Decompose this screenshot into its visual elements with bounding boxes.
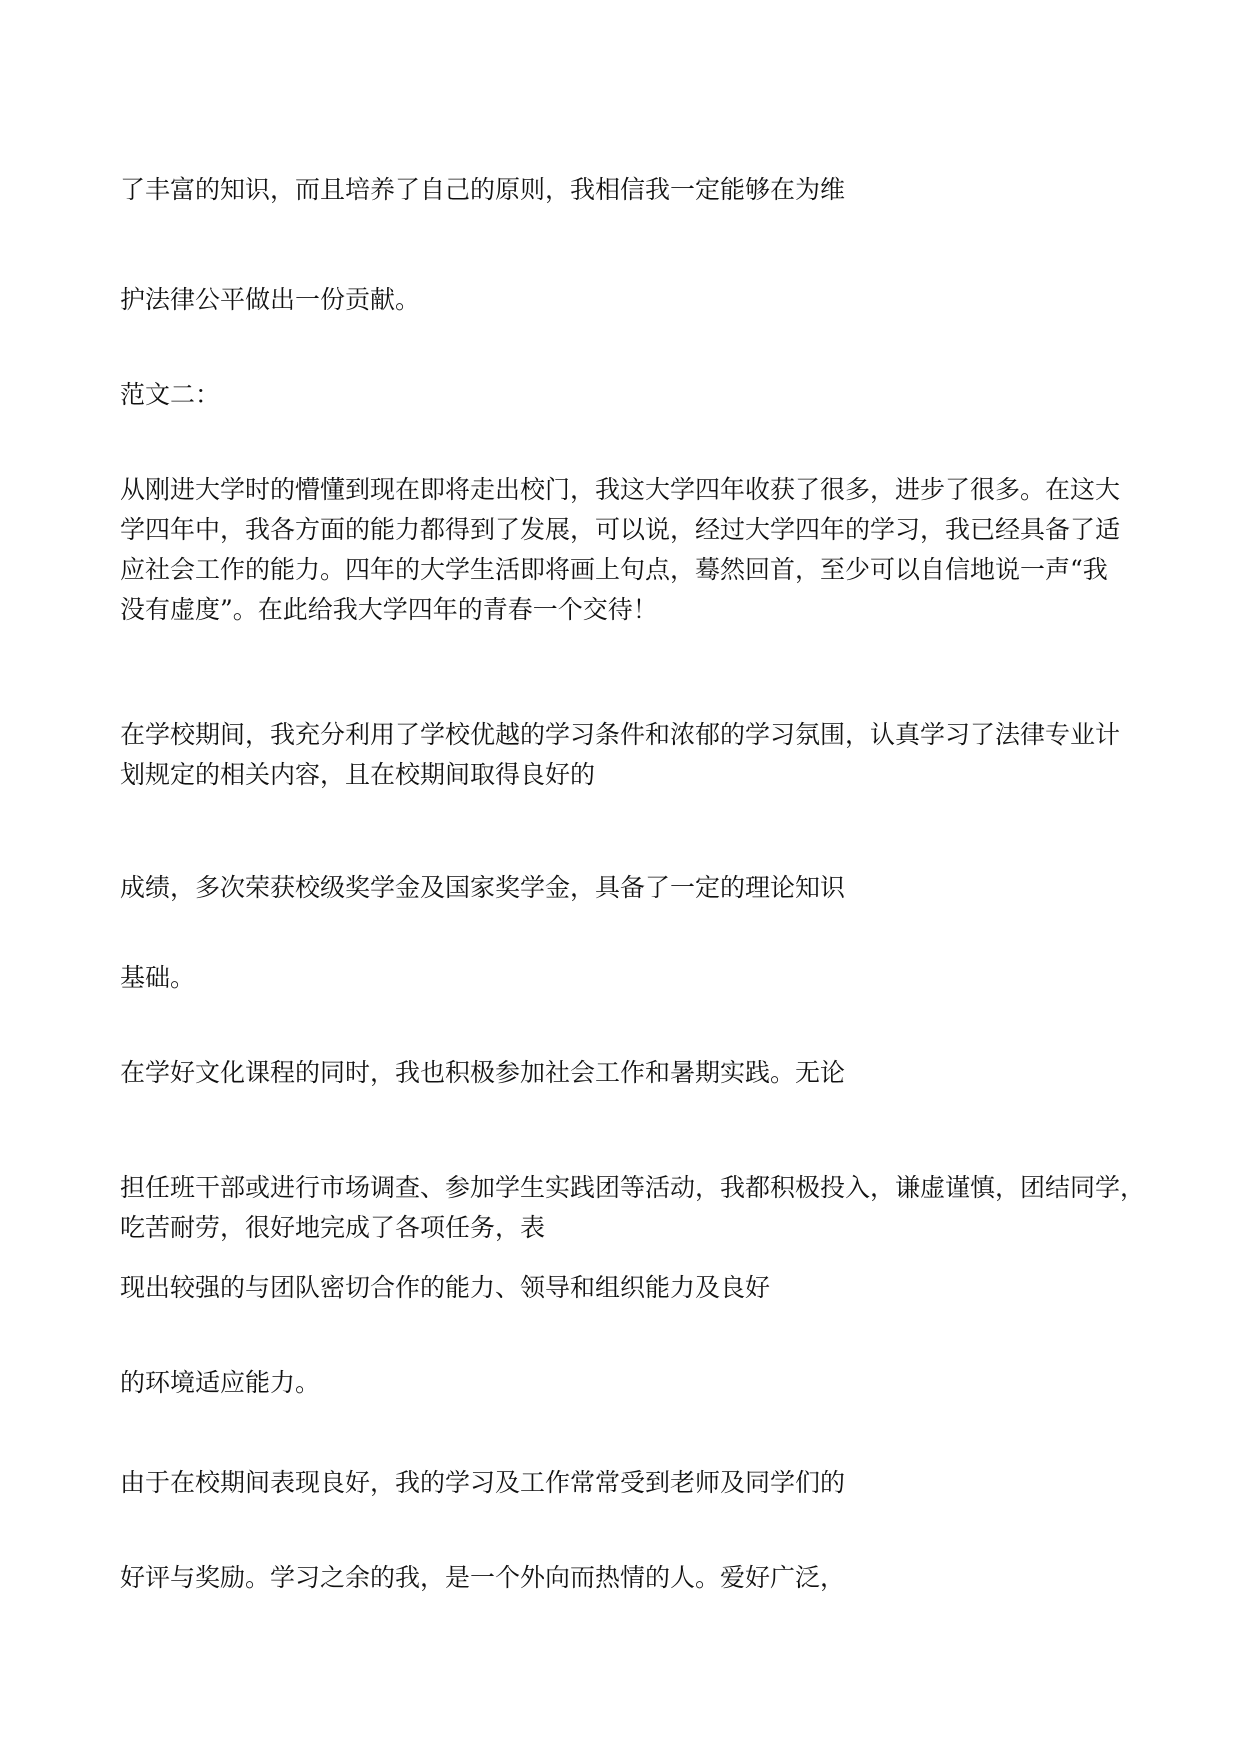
paragraph xyxy=(120,1363,1130,1403)
text-line: 成绩，多次荣获校级奖学金及国家奖学金，具备了一定的理论知识 xyxy=(120,873,846,902)
paragraph xyxy=(120,715,1130,795)
text-line: 应社会工作的能力。四年的大学生活即将画上句点，蓦然回首，至少可以自信地说一声“我 xyxy=(120,555,1108,584)
text-line: 没有虚度”。在此给我大学四年的青春一个交待！ xyxy=(120,595,658,624)
paragraph xyxy=(120,170,1130,210)
paragraph xyxy=(120,470,1130,630)
paragraph xyxy=(120,1053,1130,1093)
text-line: 划规定的相关内容，且在校期间取得良好的 xyxy=(120,760,596,789)
text-line: 基础。 xyxy=(120,963,196,992)
text-line: 范文二： xyxy=(120,380,221,409)
text-line: 在学好文化课程的同时，我也积极参加社会工作和暑期实践。无论 xyxy=(120,1058,846,1087)
text-line: 护法律公平做出一份贡献。 xyxy=(120,285,421,314)
text-line: 学四年中，我各方面的能力都得到了发展，可以说，经过大学四年的学习，我已经具备了适 xyxy=(120,515,1121,544)
paragraph xyxy=(120,1268,1130,1308)
text-line: 好评与奖励。学习之余的我，是一个外向而热情的人。爱好广泛， xyxy=(120,1563,846,1592)
paragraph xyxy=(120,1168,1146,1248)
paragraph xyxy=(120,958,1130,998)
paragraph xyxy=(120,280,1130,320)
paragraph xyxy=(120,868,1130,908)
text-line: 担任班干部或进行市场调查、参加学生实践团等活动，我都积极投入，谦虚谨慎，团结同学， xyxy=(120,1173,1146,1202)
section-heading xyxy=(120,375,1130,415)
text-line: 的环境适应能力。 xyxy=(120,1368,321,1397)
text-line: 了丰富的知识，而且培养了自己的原则，我相信我一定能够在为维 xyxy=(120,175,846,204)
paragraph xyxy=(120,1463,1130,1503)
text-line: 吃苦耐劳，很好地完成了各项任务，表 xyxy=(120,1213,546,1242)
text-line: 现出较强的与团队密切合作的能力、领导和组织能力及良好 xyxy=(120,1273,771,1302)
text-line: 在学校期间，我充分利用了学校优越的学习条件和浓郁的学习氛围，认真学习了法律专业计 xyxy=(120,720,1121,749)
text-line: 由于在校期间表现良好，我的学习及工作常常受到老师及同学们的 xyxy=(120,1468,846,1497)
text-line: 从刚进大学时的懵懂到现在即将走出校门，我这大学四年收获了很多，进步了很多。在这大 xyxy=(120,475,1121,504)
paragraph xyxy=(120,1558,1130,1598)
